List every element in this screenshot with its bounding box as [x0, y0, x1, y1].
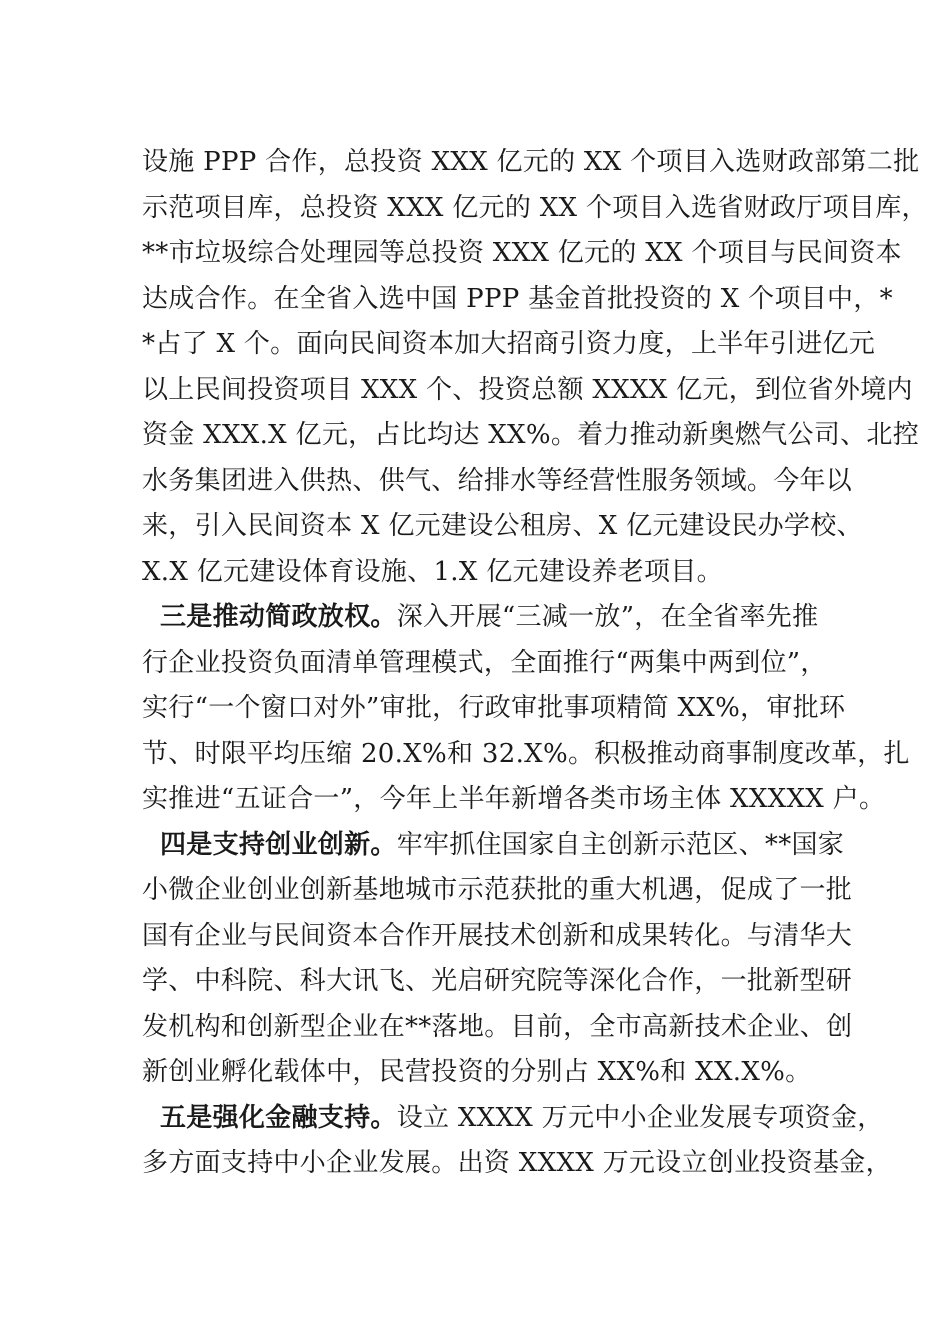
text-line	[142, 1096, 884, 1142]
text-line: 小微企业创业创新基地城市示范获批的重大机遇，促成了一批	[142, 875, 853, 905]
text-line: 水务集团进入供热、供气、给排水等经营性服务领域。今年以	[142, 465, 853, 496]
section-heading: 五是强化金融支持。	[160, 1102, 397, 1133]
text-line	[142, 595, 832, 641]
text-line: 以上民间投资项目 XXX 个、投资总额 XXXX 亿元，到位省外境内	[142, 374, 913, 405]
text-line: 实推进“五证合一”，今年上半年新增各类市场主体 XXXXX 户。	[142, 784, 886, 814]
text-line: X.X 亿元建设体育设施、1.X 亿元建设养老项目。	[142, 556, 723, 587]
paragraph-streamline-administration	[142, 595, 910, 823]
text-line: 示范项目库，总投资 XXX 亿元的 XX 个项目入选省财政厅项目库，	[142, 192, 928, 223]
text-line	[142, 823, 845, 869]
section-heading: 三是推动简政放权。	[160, 602, 397, 632]
text-line: 行企业投资负面清单管理模式，全面推行“两集中两到位”，	[142, 647, 827, 678]
heading-rest-text: 深入开展“三减一放”，在全省率先推	[396, 602, 819, 632]
paragraph-ppp-cooperation	[142, 140, 928, 595]
text-line: 新创业孵化载体中，民营投资的分别占 XX%和 XX.X%。	[142, 1057, 812, 1087]
text-line: 设施 PPP 合作，总投资 XXX 亿元的 XX 个项目入选财政部第二批	[142, 147, 920, 177]
text-line: **市垃圾综合处理园等总投资 XXX 亿元的 XX 个项目与民间资本	[142, 238, 902, 268]
text-line: 学、中科院、科大讯飞、光启研究院等深化合作，一批新型研	[142, 966, 853, 996]
text-line: 来，引入民间资本 X 亿元建设公租房、X 亿元建设民办学校、	[142, 511, 863, 541]
heading-rest-text: 牢牢抓住国家自主创新示范区、**国家	[396, 829, 845, 860]
text-line: *占了 X 个。面向民间资本加大招商引资力度，上半年引进亿元	[142, 329, 876, 359]
text-line: 节、时限平均压缩 20.X%和 32.X%。积极推动商事制度改革，扎	[142, 738, 910, 769]
document-body	[142, 140, 928, 1187]
text-line: 实行“一个窗口对外”审批，行政审批事项精简 XX%，审批环	[142, 693, 846, 723]
text-line: 发机构和创新型企业在**落地。目前，全市高新技术企业、创	[142, 1011, 853, 1042]
heading-rest-text: 设立 XXXX 万元中小企业发展专项资金，	[396, 1102, 884, 1133]
section-heading: 四是支持创业创新。	[160, 829, 397, 860]
paragraph-entrepreneurship-innovation	[142, 823, 853, 1096]
text-line: 资金 XXX.X 亿元，占比均达 XX%。着力推动新奥燃气公司、北控	[142, 420, 920, 450]
text-line: 多方面支持中小企业发展。出资 XXXX 万元设立创业投资基金，	[142, 1148, 892, 1178]
text-line: 国有企业与民间资本合作开展技术创新和成果转化。与清华大	[142, 920, 853, 951]
paragraph-financial-support	[142, 1096, 892, 1187]
text-line: 达成合作。在全省入选中国 PPP 基金首批投资的 X 个项目中，*	[142, 283, 893, 314]
